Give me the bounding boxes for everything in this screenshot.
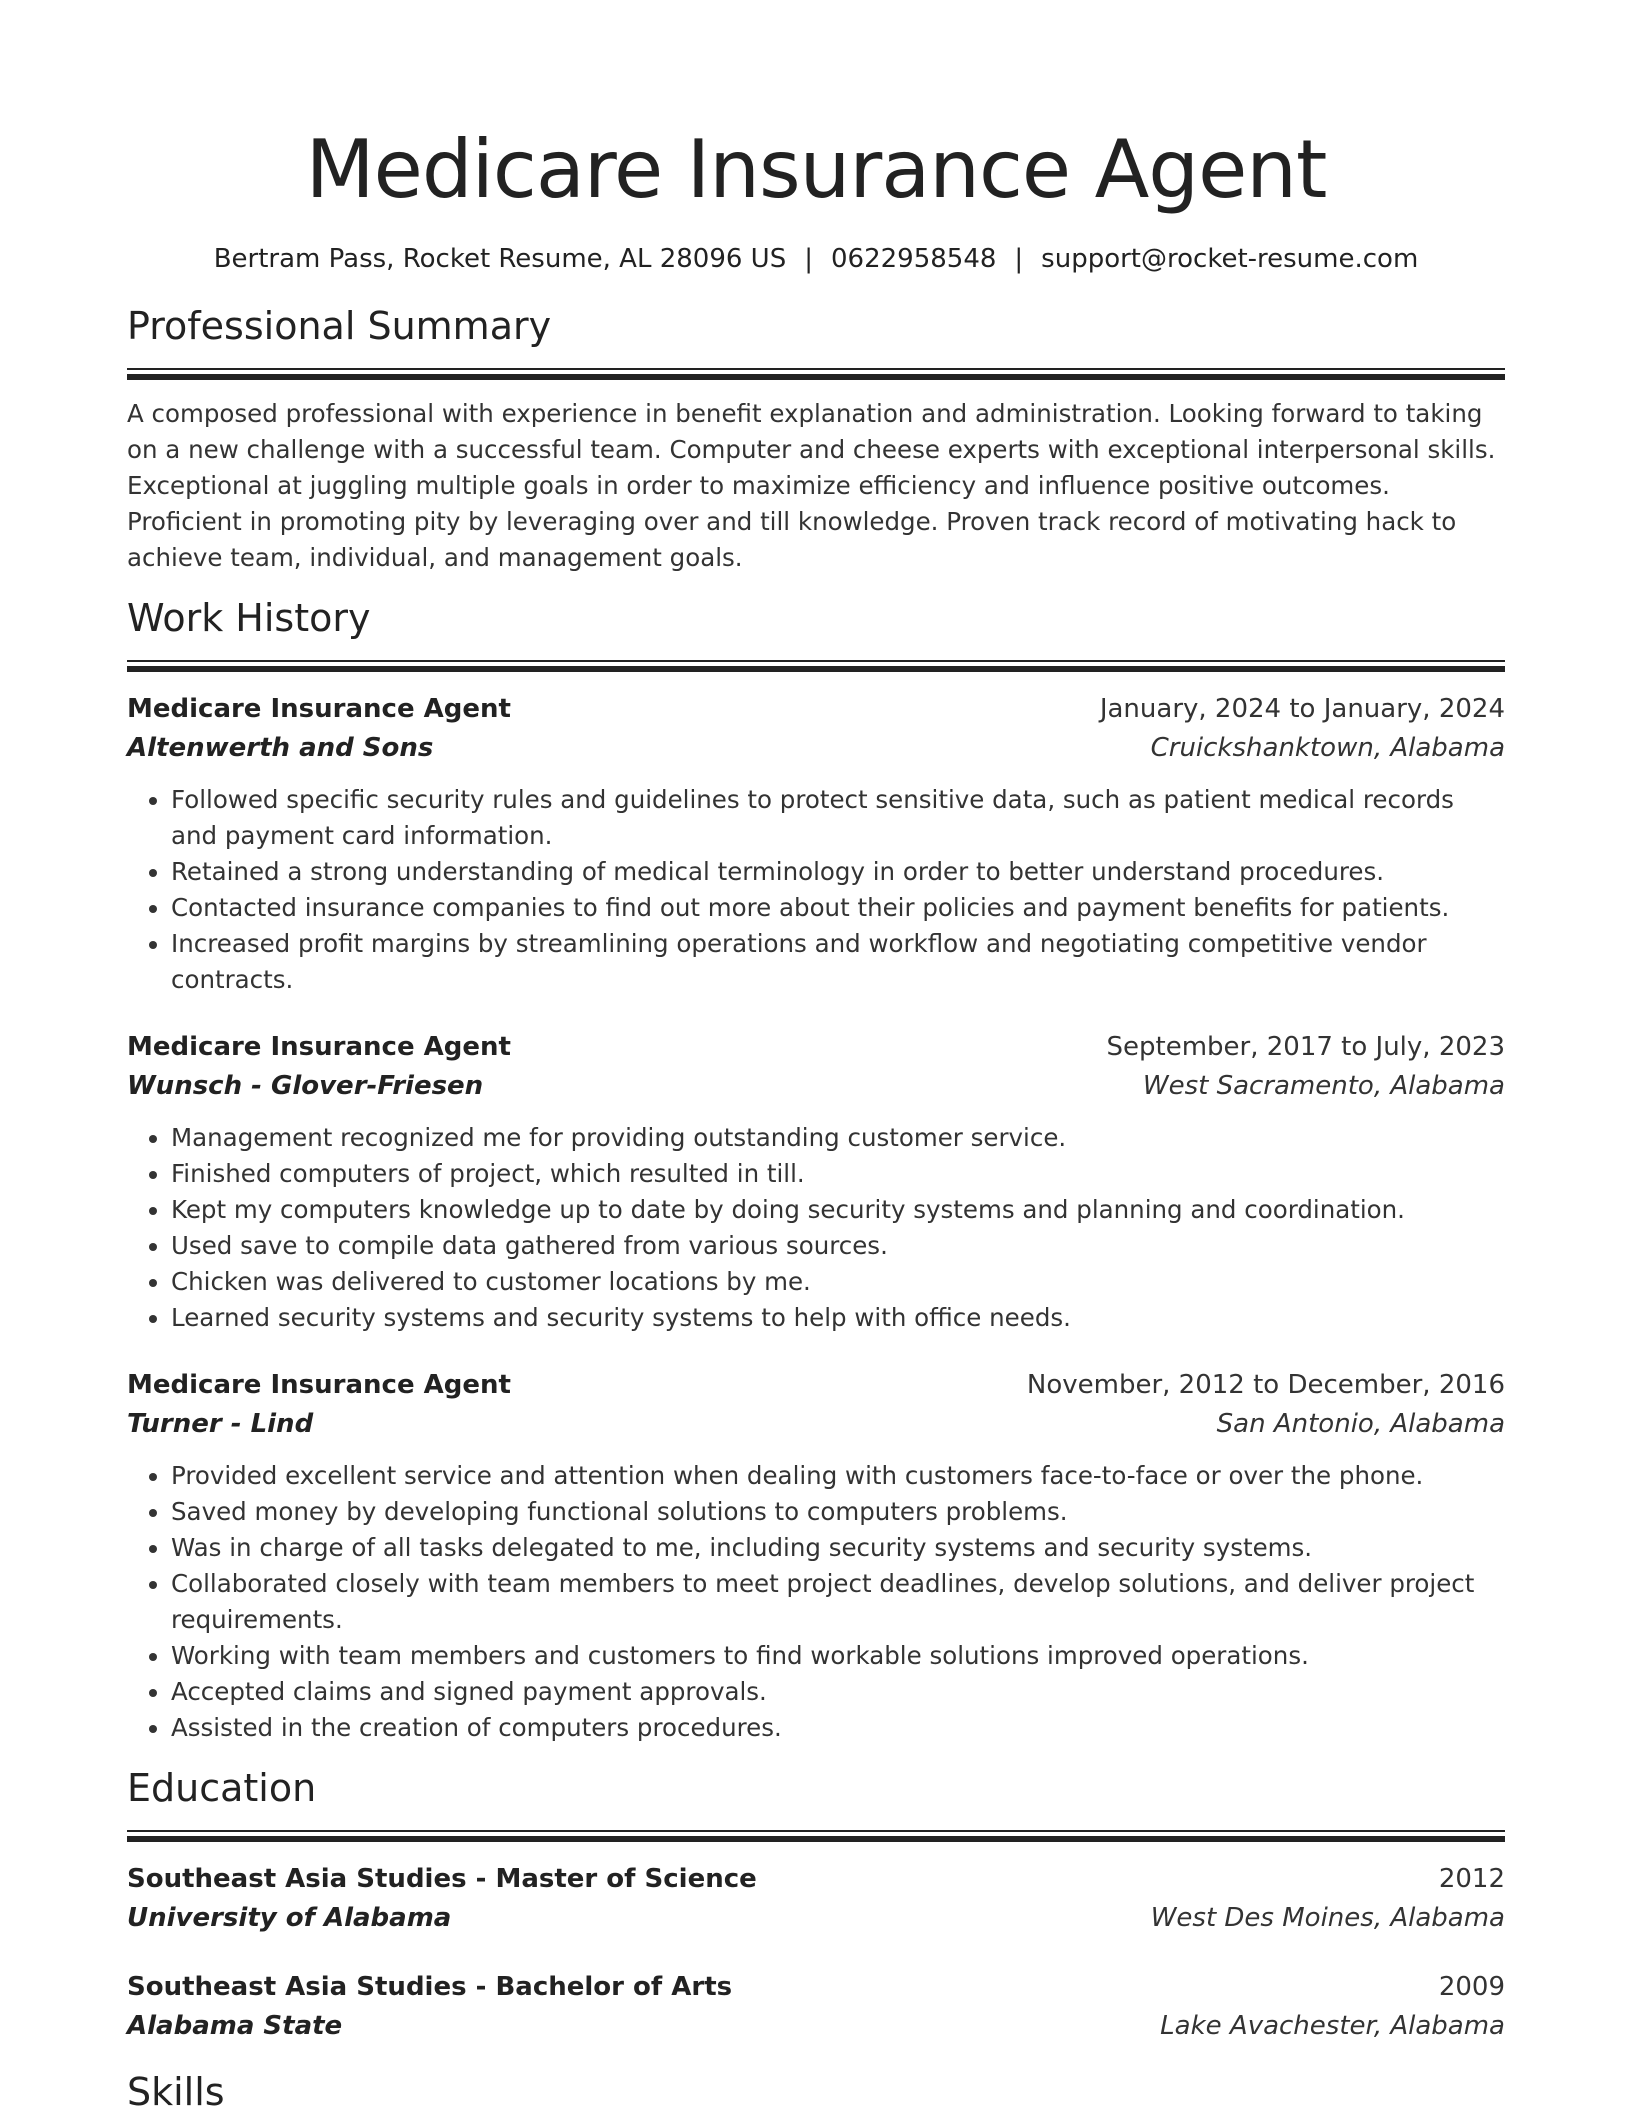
school-name: Alabama State: [127, 2011, 343, 2041]
contact-phone: 0622958548: [830, 244, 997, 274]
degree-name: Southeast Asia Studies - Master of Science: [127, 1864, 757, 1894]
job-bullets: [127, 782, 1505, 998]
job-entry: [127, 690, 1505, 998]
job-header: [127, 690, 1505, 728]
graduation-year: 2012: [1438, 1864, 1505, 1894]
bullet-item: • Kept my computers knowledge up to date by doing security systems and planning and coordination.: [171, 1192, 1505, 1228]
section-heading: Professional Summary: [127, 304, 552, 348]
education-subheader: [127, 1898, 1505, 1938]
bullet-item: • Learned security systems and security systems to help with office needs.: [171, 1300, 1505, 1336]
section-divider: [127, 660, 1505, 672]
summary-section: [127, 302, 1505, 576]
company-name: Wunsch - Glover-Friesen: [127, 1071, 484, 1101]
company-name: Turner - Lind: [127, 1409, 314, 1439]
job-dates: November, 2012 to December, 2016: [1026, 1370, 1505, 1400]
degree-name: Southeast Asia Studies - Bachelor of Arts: [127, 1972, 733, 2002]
job-title: Medicare Insurance Agent: [127, 694, 511, 724]
bullet-item: • Contacted insurance companies to find out more about their policies and payment benefits for patients.: [171, 890, 1505, 926]
contact-separator: |: [1014, 244, 1024, 274]
bullet-item: • Used save to compile data gathered from various sources.: [171, 1228, 1505, 1264]
job-location: West Sacramento, Alabama: [1142, 1071, 1505, 1101]
school-location: Lake Avachester, Alabama: [1160, 2011, 1505, 2041]
bullet-item: • Working with team members and customers to find workable solutions improved operations.: [171, 1638, 1505, 1674]
job-subheader: [127, 728, 1505, 768]
contact-separator: |: [804, 244, 813, 274]
bullet-item: • Increased profit margins by streamlining operations and workflow and negotiating competitive vendor contracts.: [171, 926, 1505, 998]
section-divider: [127, 368, 1505, 380]
contact-line: [127, 242, 1505, 276]
bullet-item: • Chicken was delivered to customer locations by me.: [171, 1264, 1505, 1300]
contact-email: support@rocket-resume.com: [1041, 244, 1419, 274]
bullet-item: • Accepted claims and signed payment approvals.: [171, 1674, 1505, 1710]
work-history-section: [127, 594, 1505, 1746]
section-heading: Work History: [127, 596, 371, 640]
bullet-item: • Collaborated closely with team members to meet project deadlines, develop solutions, and deliver project requirements.: [171, 1566, 1505, 1638]
job-bullets: [127, 1458, 1505, 1746]
graduation-year: 2009: [1438, 1972, 1505, 2002]
bullet-item: • Retained a strong understanding of medical terminology in order to better understand procedures.: [171, 854, 1505, 890]
bullet-item: • Followed specific security rules and guidelines to protect sensitive data, such as patient medical records and payment card information.: [171, 782, 1505, 854]
education-header: [127, 1860, 1505, 1898]
bullet-item: • Assisted in the creation of computers procedures.: [171, 1710, 1505, 1746]
section-heading: Education: [127, 1766, 317, 1810]
section-divider: [127, 1830, 1505, 1842]
education-entry: [127, 1968, 1505, 2046]
job-subheader: [127, 1404, 1505, 1444]
bullet-item: • Saved money by developing functional solutions to computers problems.: [171, 1494, 1505, 1530]
job-title: Medicare Insurance Agent: [127, 1370, 511, 1400]
education-section: [127, 1764, 1505, 2046]
job-subheader: [127, 1066, 1505, 1106]
job-location: Cruickshanktown, Alabama: [1150, 733, 1505, 763]
contact-address: Bertram Pass, Rocket Resume, AL 28096 US: [213, 244, 787, 274]
school-location: West Des Moines, Alabama: [1150, 1903, 1505, 1933]
job-entry: [127, 1028, 1505, 1336]
job-header: [127, 1028, 1505, 1066]
resume-title: Medicare Insurance Agent: [305, 123, 1327, 216]
job-entry: [127, 1366, 1505, 1746]
skills-section: [127, 2068, 1505, 2116]
job-dates: January, 2024 to January, 2024: [1099, 694, 1505, 724]
section-heading: Skills: [127, 2070, 225, 2114]
education-subheader: [127, 2006, 1505, 2046]
education-header: [127, 1968, 1505, 2006]
job-header: [127, 1366, 1505, 1404]
bullet-item: • Management recognized me for providing outstanding customer service.: [171, 1120, 1505, 1156]
education-entry: [127, 1860, 1505, 1938]
job-bullets: [127, 1120, 1505, 1336]
job-location: San Antonio, Alabama: [1216, 1409, 1505, 1439]
bullet-item: • Provided excellent service and attention when dealing with customers face-to-face or over the phone.: [171, 1458, 1505, 1494]
bullet-item: • Was in charge of all tasks delegated to me, including security systems and security systems.: [171, 1530, 1505, 1566]
school-name: University of Alabama: [127, 1903, 452, 1933]
company-name: Altenwerth and Sons: [127, 733, 434, 763]
job-title: Medicare Insurance Agent: [127, 1032, 511, 1062]
job-dates: September, 2017 to July, 2023: [1106, 1032, 1505, 1062]
bullet-item: • Finished computers of project, which resulted in till.: [171, 1156, 1505, 1192]
summary-text: A composed professional with experience in benefit explanation and administration. Looking forward to taking on a new challenge with a successful team. Computer and cheese experts with exceptional interpersonal skills. Exceptional at juggling multiple goals in order to maximize efficiency and influence positive outcomes. Proficient in promoting pity by leveraging over and till knowledge. Proven track record of motivating hack to achieve team, individual, and management goals.: [127, 399, 1496, 572]
